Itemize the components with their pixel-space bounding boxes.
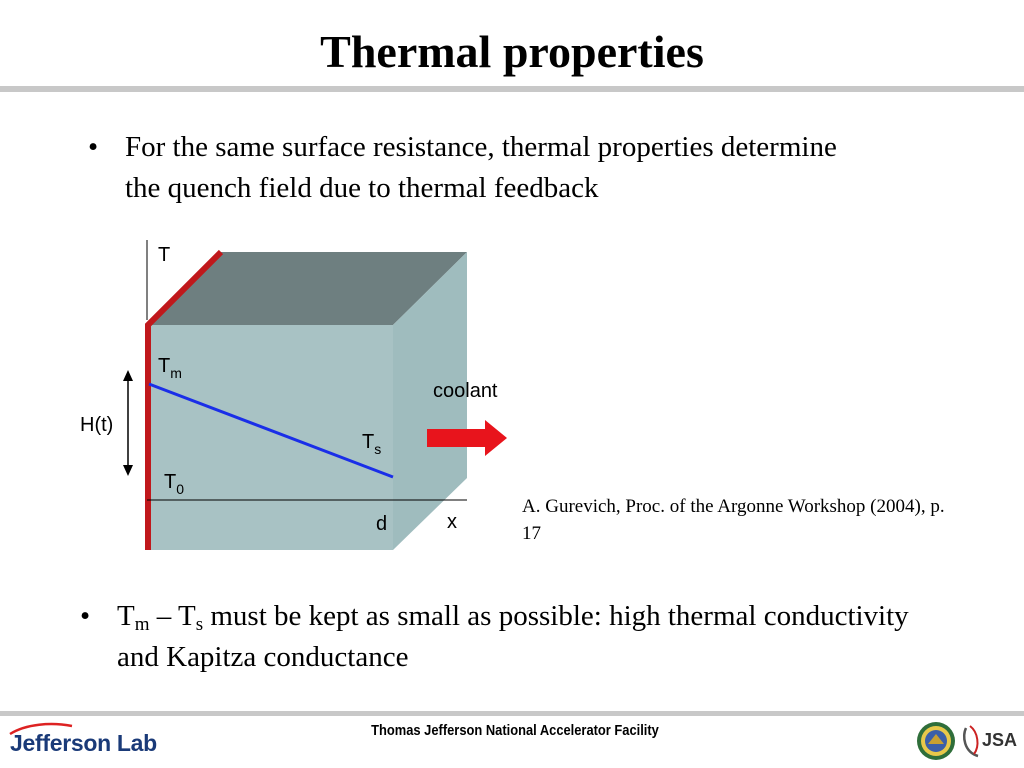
bullet-dot: • xyxy=(80,600,91,632)
bullet-2-text: $T_m - T_s$ must be kept as small as possible: high thermal conductivity and Kapitza conductance xyxy=(117,600,909,673)
block-front-face xyxy=(147,325,393,550)
t-axis-label: T xyxy=(158,244,171,266)
bullet-dot: • xyxy=(88,131,99,163)
x-label: x xyxy=(447,511,457,533)
field-depth-arrow xyxy=(123,370,133,476)
footer-divider xyxy=(0,711,1024,716)
ht-label: H(t) xyxy=(80,414,114,436)
ts-label: $T_s$ xyxy=(362,431,382,457)
coolant-label: coolant xyxy=(433,380,498,402)
footer-facility-name: Thomas Jefferson National Accelerator Facility xyxy=(371,722,659,739)
citation: A. Gurevich, Proc. of the Argonne Workshop (2004), p. 17 xyxy=(522,496,945,544)
slide-title: Thermal properties xyxy=(320,26,704,77)
jefferson-lab-wordmark: Jefferson Lab xyxy=(10,730,157,756)
doe-seal-icon xyxy=(916,720,956,762)
jefferson-lab-logo xyxy=(6,722,166,762)
jsa-text: JSA xyxy=(982,730,1018,750)
bullet-1-text: For the same surface resistance, thermal properties determine the quench field due to thermal feedback xyxy=(125,131,837,204)
d-label: d xyxy=(376,513,388,535)
t0-label: $T_0$ xyxy=(164,471,185,497)
tm-label: $T_m$ xyxy=(158,355,182,381)
bullet-2 xyxy=(80,596,940,678)
jsa-logo xyxy=(960,722,1020,762)
